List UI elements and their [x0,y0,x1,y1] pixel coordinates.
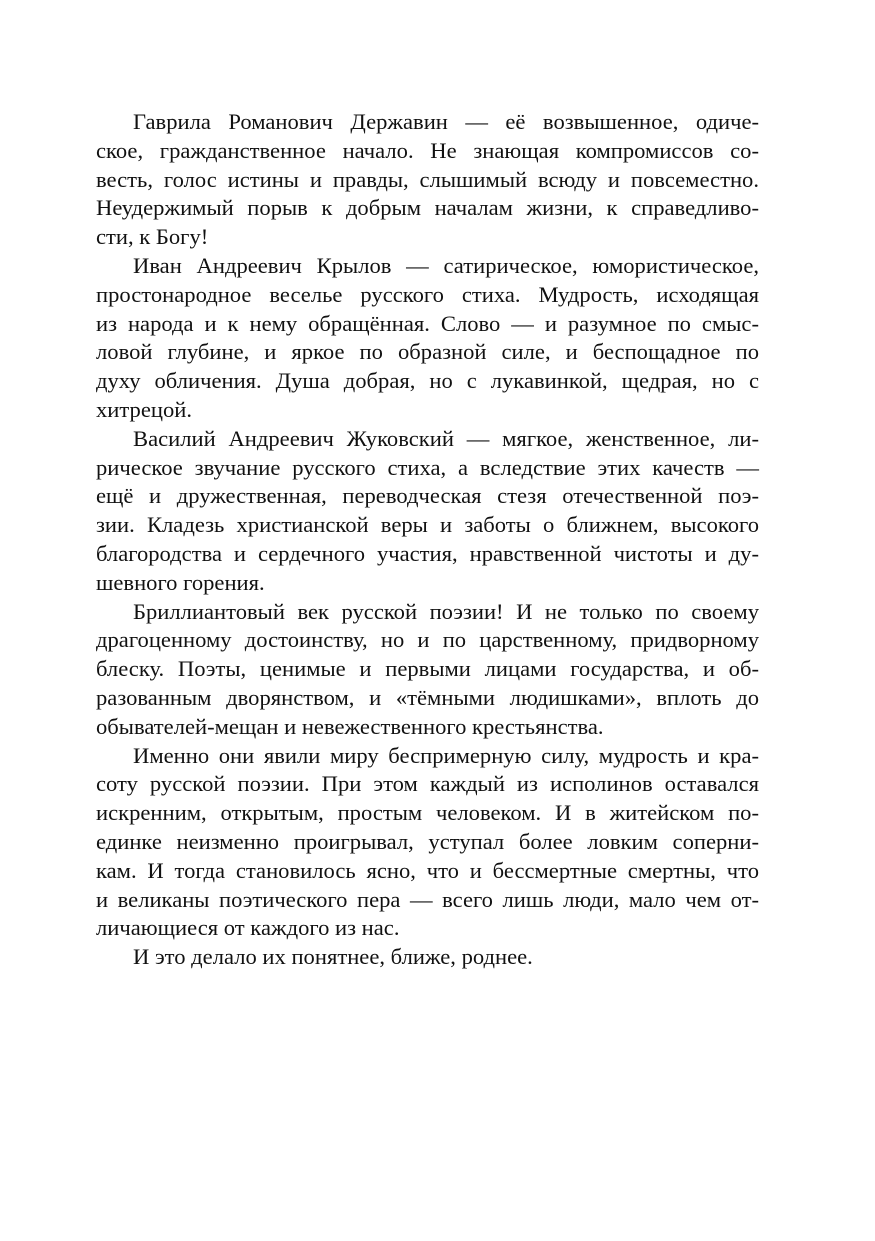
text-line: шевного горения. [96,569,265,595]
text-line: зии. Кладезь христианской веры и заботы о ближнем, высокого [96,512,759,538]
paragraph [96,742,759,944]
text-line: Именно они явили миру беспримерную силу, мудрость и кра- [133,742,759,768]
paragraph [96,252,759,425]
text-line: рическое звучание русского стиха, а вследствие этих качеств — [96,454,759,480]
text-line: единке неизменно проигрывал, уступал более ловким соперни- [96,828,759,854]
text-line: из народа и к нему обращённая. Слово — и разумное по смыс- [96,310,759,336]
text-line: Иван Андреевич Крылов — сатирическое, юмористическое, [133,252,759,278]
text-line: блеску. Поэты, ценимые и первыми лицами государства, и об- [96,656,759,682]
text-line: весть, голос истины и правды, слышимый всюду и повсеместно. [96,166,759,192]
text-line: разованным дворянством, и «тёмными людишками», вплоть до [96,684,759,710]
paragraph [96,943,759,972]
text-line: и великаны поэтического пера — всего лишь люди, мало чем от- [96,886,759,912]
text-line: кам. И тогда становилось ясно, что и бессмертные смертны, что [96,857,759,883]
paragraph [96,425,759,598]
body-text [96,108,759,972]
text-line: Бриллиантовый век русской поэзии! И не только по своему [133,598,759,624]
text-line: личающиеся от каждого из нас. [96,915,400,941]
text-line: Неудержимый порыв к добрым началам жизни, к справедливо- [96,195,759,221]
text-line: драгоценному достоинству, но и по царственному, придворному [96,627,759,653]
text-line: искренним, открытым, простым человеком. И в житейском по- [96,800,759,826]
text-line: простонародное веселье русского стиха. Мудрость, исходящая [96,281,759,307]
text-line: И это делало их понятнее, ближе, роднее. [133,944,533,970]
paragraph [96,108,759,252]
text-line: духу обличения. Душа добрая, но с лукавинкой, щедрая, но с [96,368,759,394]
text-line: ское, гражданственное начало. Не знающая компромиссов со- [96,137,759,163]
paragraph [96,598,759,742]
text-line: соту русской поэзии. При этом каждый из исполинов оставался [96,771,759,797]
text-line: Василий Андреевич Жуковский — мягкое, женственное, ли- [133,425,759,451]
text-line: обывателей-мещан и невежественного крестьянства. [96,713,604,739]
text-line: хитрецой. [96,396,192,422]
text-line: благородства и сердечного участия, нравственной чистоты и ду- [96,540,759,566]
text-line: Гаврила Романович Державин — её возвышенное, одиче- [133,109,759,134]
text-line: ловой глубине, и яркое по образной силе, и беспощадное по [96,339,759,365]
text-line: сти, к Богу! [96,224,209,250]
text-line: ещё и дружественная, переводческая стезя отечественной поэ- [96,483,759,509]
